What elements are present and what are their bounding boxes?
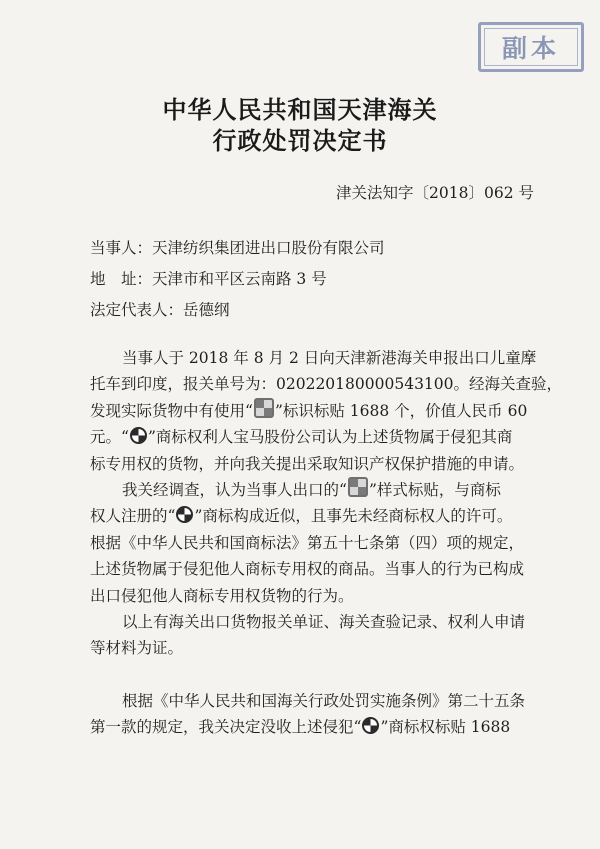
bmw-logo-icon: [362, 717, 379, 734]
text-line: 元。“ ”商标权利人宝马股份公司认为上述货物属于侵犯其商: [90, 428, 513, 447]
stamp-border: [484, 28, 578, 66]
copy-stamp: [478, 22, 584, 72]
document-title-line1: 中华人民共和国天津海关: [162, 95, 438, 124]
text-line: 发现实际货物中有使用“ ”标识标贴 1688 个，价值人民币 60: [90, 398, 530, 424]
document-number: 津关法知字〔2018〕062 号: [336, 184, 534, 202]
paragraph-investigation: [90, 477, 530, 609]
bmw-logo-icon: [130, 427, 147, 444]
text-line: 出口侵犯他人商标专用权货物的行为。: [90, 586, 354, 605]
text-line: 标专用权的货物，并向我关提出采取知识产权保护措施的申请。: [90, 454, 525, 473]
text-line: 上述货物属于侵犯他人商标专用权的商品。当事人的行为已构成: [90, 560, 525, 579]
party-address: 地 址：天津市和平区云南路 3 号: [90, 270, 327, 288]
text-line: 第一款的规定，我关决定没收上述侵犯“ ”商标权标贴 1688: [90, 718, 511, 737]
party-legal-representative: 法定代表人：岳德纲: [90, 301, 230, 319]
text-line: 根据《中华人民共和国商标法》第五十七条第（四）项的规定，: [90, 533, 525, 552]
text-line: 根据《中华人民共和国海关行政处罚实施条例》第二十五条: [122, 692, 526, 710]
bmw-logo-icon: [176, 506, 193, 523]
paragraph-decision: [90, 688, 530, 741]
text-line: 权人注册的“ ”商标构成近似，且事先未经商标权人的许可。: [90, 507, 513, 526]
text-line: 等材料为证。: [90, 639, 184, 658]
bmw-style-label-icon: [254, 398, 274, 418]
text-line: 当事人于 2018 年 8 月 2 日向天津新港海关申报出口儿童摩: [122, 349, 537, 367]
stamp-text: 副本: [501, 34, 560, 63]
paragraph-evidence: [90, 609, 530, 662]
party-name: 当事人：天津纺织集团进出口股份有限公司: [90, 239, 385, 257]
paragraph-facts: [90, 345, 563, 477]
document-title-line2: 行政处罚决定书: [212, 126, 388, 155]
bmw-style-label-icon: [348, 477, 368, 497]
text-line: 托车到印度，报关单号为：020220180000543100。经海关查验，: [90, 375, 563, 394]
text-line: 我关经调查，认为当事人出口的“ ”样式标贴，与商标: [90, 477, 530, 503]
text-line: 以上有海关出口货物报关单证、海关查验记录、权利人申请: [122, 613, 526, 631]
